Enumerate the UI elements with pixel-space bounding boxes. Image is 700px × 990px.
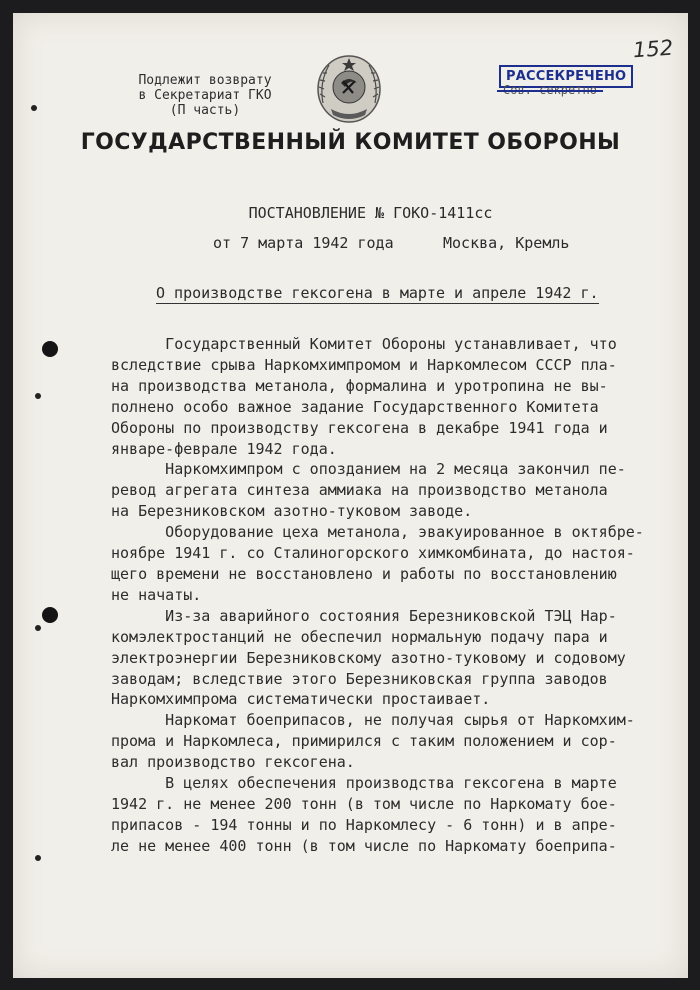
body-line: припасов - 194 тонны и по Наркомлесу - 6 тонн) и в апре- bbox=[111, 815, 617, 834]
struck-secrecy-label: Сов. секретно bbox=[503, 83, 597, 97]
resolution-title: ПОСТАНОВЛЕНИЕ № ГОКО-1411сс bbox=[248, 204, 493, 222]
document-page bbox=[13, 13, 688, 978]
return-note-line: Подлежит возврату bbox=[138, 73, 272, 88]
body-line: Наркомхимпрома систематически простаивает. bbox=[111, 690, 491, 709]
body-line: Оборудование цеха метанола, эвакуированное в октябре- bbox=[111, 523, 644, 542]
resolution-date: от 7 марта 1942 года bbox=[213, 234, 394, 252]
body-line: вследствие срыва Наркомхимпромом и Наркомлесом СССР пла- bbox=[111, 355, 617, 374]
page-number: 152 bbox=[632, 35, 674, 63]
body-line: январе-феврале 1942 года. bbox=[111, 439, 337, 458]
staple-mark bbox=[35, 855, 41, 861]
punch-hole bbox=[42, 607, 58, 623]
body-line: на производства метанола, формалина и уротропина не вы- bbox=[111, 376, 608, 395]
body-line: ревод агрегата синтеза аммиака на производство метанола bbox=[111, 481, 608, 500]
return-note bbox=[110, 73, 300, 118]
declassified-stamp: РАССЕКРЕЧЕНО bbox=[499, 65, 633, 88]
body-line: Из-за аварийного состояния Березниковской ТЭЦ Нар- bbox=[111, 606, 617, 625]
body-line: комэлектростанций не обеспечил нормальную подачу пара и bbox=[111, 627, 608, 646]
body-line: В целях обеспечения производства гексогена в марте bbox=[111, 774, 617, 793]
body-line: Обороны по производству гексогена в декабре 1941 года и bbox=[111, 418, 608, 437]
resolution-place: Москва, Кремль bbox=[443, 234, 570, 252]
return-note-line: (П часть) bbox=[169, 103, 241, 118]
body-line: полнено особо важное задание Государственного Комитета bbox=[111, 397, 599, 416]
body-line: не начаты. bbox=[111, 585, 202, 604]
punch-hole bbox=[42, 341, 58, 357]
body-line: заводам; вследствие этого Березниковская группа заводов bbox=[111, 669, 608, 688]
body-line: Наркомат боеприпасов, не получая сырья от Наркомхим- bbox=[111, 711, 635, 730]
body-line: прома и Наркомлеса, примирился с таким положением и сор- bbox=[111, 732, 617, 751]
ussr-emblem-icon bbox=[315, 53, 383, 125]
staple-mark bbox=[31, 105, 37, 111]
staple-mark bbox=[35, 393, 41, 399]
resolution-body bbox=[111, 334, 651, 857]
body-line: щего времени не восстановлено и работы по восстановлению bbox=[111, 564, 617, 583]
committee-title: ГОСУДАРСТВЕННЫЙ КОМИТЕТ ОБОРОНЫ bbox=[80, 130, 621, 155]
body-line: Наркомхимпром с опозданием на 2 месяца закончил пе- bbox=[111, 460, 626, 479]
body-line: ноябре 1941 г. со Сталиногорского химкомбината, до настоя- bbox=[111, 544, 635, 563]
body-line: ле не менее 400 тонн (в том числе по Наркомату боеприпа- bbox=[111, 836, 617, 855]
staple-mark bbox=[35, 625, 41, 631]
return-note-line: в Секретариат ГКО bbox=[138, 88, 272, 103]
body-line: Государственный Комитет Обороны устанавливает, что bbox=[111, 335, 617, 353]
body-line: на Березниковском азотно-туковом заводе. bbox=[111, 502, 473, 521]
body-line: 1942 г. не менее 200 тонн (в том числе по Наркомату бое- bbox=[111, 794, 617, 813]
resolution-subject: О производстве гексогена в марте и апреле 1942 г. bbox=[156, 284, 599, 302]
body-line: вал производство гексогена. bbox=[111, 753, 355, 772]
body-line: электроэнергии Березниковскому азотно-туковому и содовому bbox=[111, 648, 626, 667]
